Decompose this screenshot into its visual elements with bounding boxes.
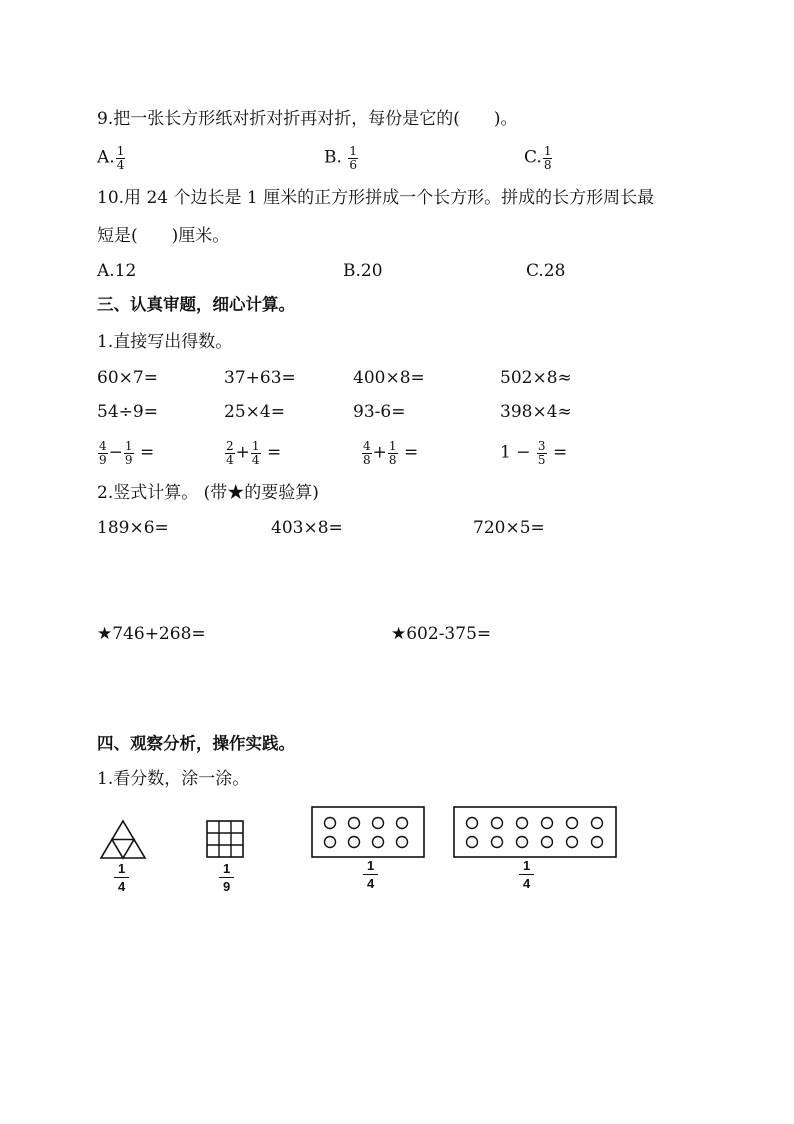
q10-option-b[interactable]: B.20: [343, 261, 383, 281]
figure-fraction-label: $\frac{1}{4}$: [363, 859, 378, 892]
section4-sub1: 1.看分数，涂一涂。: [97, 769, 250, 789]
option-prefix: A.: [97, 147, 115, 168]
q10-option-c[interactable]: C.28: [526, 261, 566, 281]
q10-option-a[interactable]: A.12: [97, 261, 137, 281]
option-prefix: B.: [324, 147, 342, 168]
calc-item: 25×4=: [224, 402, 285, 422]
calc-item: 502×8≈: [500, 368, 572, 388]
calc-item: 400×8=: [353, 368, 425, 388]
fraction-calc-item: $\frac{2}{4}$ + $\frac{1}{4}$ =: [226, 439, 282, 467]
calc-item: 54÷9=: [97, 402, 158, 422]
figure-fraction-label: $\frac{1}{4}$: [114, 862, 129, 895]
q10-line2: 短是( )厘米。: [97, 226, 230, 246]
q9-option-a[interactable]: [97, 145, 126, 171]
triangle-figure[interactable]: [100, 820, 146, 860]
calc-item: 60×7=: [97, 368, 158, 388]
q9-option-c[interactable]: [524, 145, 553, 171]
figure-fraction-label: $\frac{1}{4}$: [519, 859, 534, 892]
q9-text: 9.把一张长方形纸对折对折再对折，每份是它的( )。: [97, 109, 518, 129]
fraction-calc-item: $\frac{4}{9}$ − $\frac{1}{9}$ =: [99, 439, 155, 467]
section3-sub2: 2.竖式计算。 (带★的要验算): [97, 483, 319, 503]
fraction: $\frac{1}{6}$: [349, 144, 357, 172]
verify-calc-item: ★602-375=: [391, 624, 492, 644]
vertical-calc-item: 720×5=: [473, 518, 545, 538]
fraction-calc-item: 1 − $\frac{3}{5}$ =: [500, 439, 568, 467]
calc-item: 37+63=: [224, 368, 296, 388]
calc-item: 93-6=: [353, 402, 406, 422]
fraction-calc-item: $\frac{4}{8}$ + $\frac{1}{8}$ =: [363, 439, 419, 467]
grid-figure[interactable]: [206, 820, 244, 858]
section3-title: 三、认真审题，细心计算。: [97, 295, 295, 314]
section3-sub1: 1.直接写出得数。: [97, 332, 233, 352]
calc-item: 398×4≈: [500, 402, 572, 422]
figure-fraction-label: $\frac{1}{9}$: [219, 862, 234, 895]
fraction: $\frac{1}{8}$: [543, 144, 552, 172]
circles-8-figure[interactable]: [311, 806, 425, 858]
vertical-calc-item: 189×6=: [97, 518, 169, 538]
section4-title: 四、观察分析，操作实践。: [97, 734, 295, 753]
vertical-calc-item: 403×8=: [271, 518, 343, 538]
q9-option-b[interactable]: [324, 145, 359, 171]
option-prefix: C.: [524, 147, 542, 168]
verify-calc-item: ★746+268=: [97, 624, 206, 644]
circles-12-figure[interactable]: [453, 806, 617, 858]
q10-line1: 10.用 24 个边长是 1 厘米的正方形拼成一个长方形。拼成的长方形周长最: [97, 188, 655, 208]
fraction: $\frac{1}{4}$: [116, 144, 125, 172]
